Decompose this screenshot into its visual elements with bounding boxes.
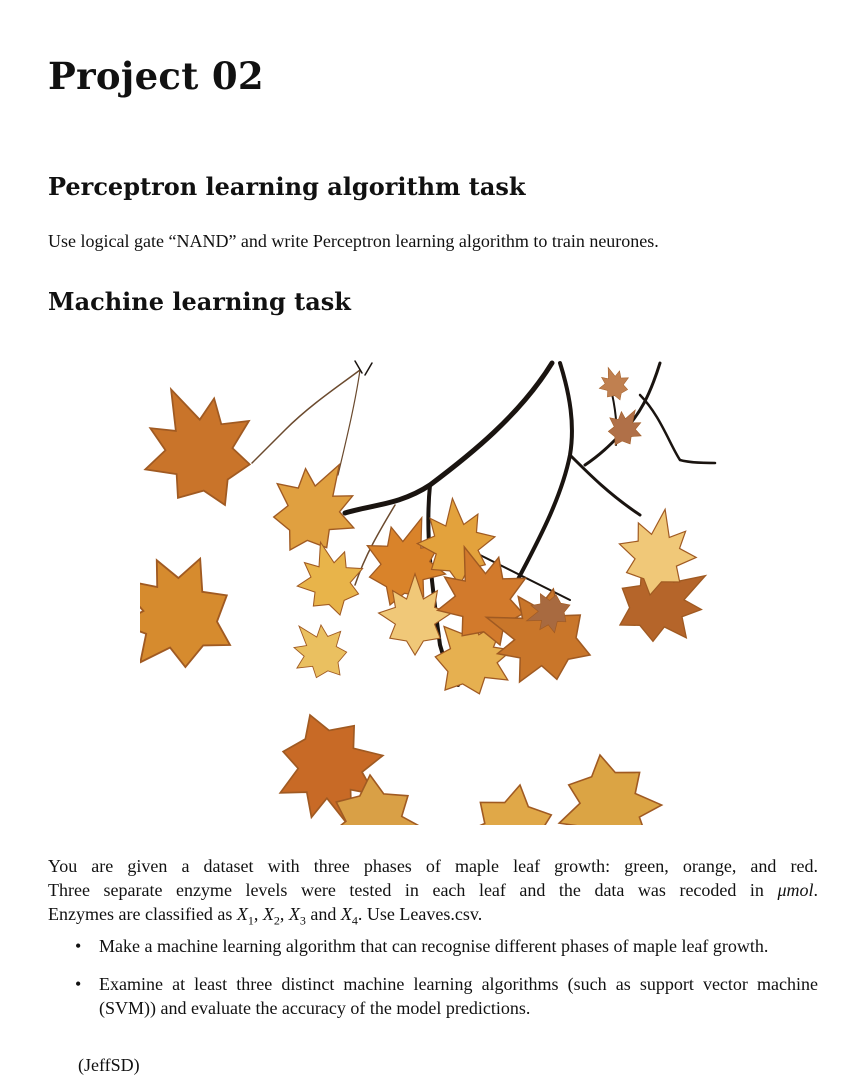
use-leaves-csv: . Use Leaves.csv.: [357, 904, 483, 924]
page-title: Project 02: [48, 54, 264, 98]
enzyme-x3: $X_3$: [288, 904, 306, 928]
ml-description: You are given a dataset with three phases of maple leaf growth: green, orange, and red. Three separate enzyme levels were tested in each leaf and the data was recoded in μmol. Enzymes are classified as $X_1$, $X_2$, $X_3$ and $X_4$. Use Leaves.csv.: [48, 856, 818, 928]
ml-intro-line-1: You are given a dataset with three phases of maple leaf growth: green, orange, and red.: [48, 856, 818, 876]
ml-intro-line-2: Three separate enzyme levels were tested in each leaf and the data was recoded in: [48, 880, 778, 900]
image-credit: (JeffSD): [78, 1055, 140, 1075]
ml-intro-line-3: Enzymes are classified as: [48, 904, 237, 924]
enzyme-x2: $X_2$: [262, 904, 280, 928]
perceptron-heading: Perceptron learning algorithm task: [48, 172, 526, 201]
task-list: [48, 934, 818, 1034]
enzyme-x4: $X_4$: [340, 904, 358, 928]
unit-mumol: μmol: [777, 880, 814, 900]
maple-branch-image: [140, 355, 730, 825]
enzyme-x1: $X_1$: [236, 904, 254, 928]
list-item: • Examine at least three distinct machine learning algorithms (such as support vector machine (SVM)) and evaluate the accuracy of the model predictions.: [48, 972, 818, 1020]
list-item: • Make a machine learning algorithm that can recognise different phases of maple leaf growth.: [48, 934, 818, 958]
ml-heading: Machine learning task: [48, 287, 351, 316]
perceptron-text: Use logical gate “NAND” and write Perceptron learning algorithm to train neurones.: [48, 231, 659, 251]
